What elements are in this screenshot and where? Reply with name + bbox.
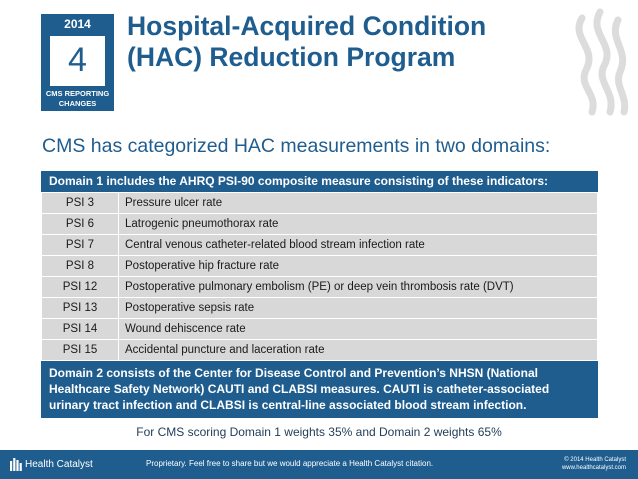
flame-decoration-icon	[568, 8, 630, 120]
copyright-text: © 2014 Health Catalyst	[564, 457, 626, 463]
indicator-code: PSI 13	[42, 298, 119, 319]
indicator-code: PSI 8	[42, 256, 119, 277]
footer-bar	[0, 450, 638, 479]
domains-panel	[41, 171, 598, 418]
indicator-table	[41, 192, 598, 361]
indicator-code: PSI 6	[42, 214, 119, 235]
indicator-description: Latrogenic pneumothorax rate	[119, 214, 598, 235]
indicator-code: PSI 12	[42, 277, 119, 298]
table-row	[42, 340, 598, 361]
slide-title-line2: (HAC) Reduction Program	[127, 42, 456, 72]
slide-title-line1: Hospital-Acquired Condition	[127, 11, 487, 41]
table-row	[42, 256, 598, 277]
table-row	[42, 298, 598, 319]
logo-text: Health Catalyst	[25, 459, 93, 470]
indicator-description: Postoperative hip fracture rate	[119, 256, 598, 277]
table-row	[42, 319, 598, 340]
scoring-note-text: For CMS scoring Domain 1 weights 35% and Domain 2 weights 65%	[136, 425, 502, 439]
indicator-code: PSI 7	[42, 235, 119, 256]
indicator-description: Postoperative pulmonary embolism (PE) or deep vein thrombosis rate (DVT)	[119, 277, 598, 298]
badge-caption	[41, 89, 114, 109]
badge-number: 4	[68, 41, 87, 79]
slide-title	[127, 11, 486, 73]
health-catalyst-logo-icon	[10, 458, 22, 471]
domain2-description: Domain 2 consists of the Center for Disease Control and Prevention’s NHSN (National Healthcare Safety Network) CAUTI and CLABSI measures. CAUTI is catheter-associated urinary tract infection and CLABSI is central-line associated blood stream infection.	[41, 361, 598, 418]
badge-number-box	[50, 36, 105, 86]
website-text: www.healthcatalyst.com	[561, 465, 626, 471]
domain1-heading: Domain 1 includes the AHRQ PSI-90 composite measure consisting of these indicators:	[41, 171, 598, 192]
badge-year: 2014	[64, 17, 91, 31]
indicator-description: Pressure ulcer rate	[119, 193, 598, 214]
indicator-description: Wound dehiscence rate	[119, 319, 598, 340]
footer-copyright-block	[562, 456, 626, 472]
slide-subtitle: CMS has categorized HAC measurements in two domains:	[42, 135, 551, 157]
indicator-code: PSI 15	[42, 340, 119, 361]
scoring-note	[0, 425, 638, 439]
proprietary-notice: Proprietary. Feel free to share but we would appreciate a Health Catalyst citation.	[146, 459, 434, 468]
badge-caption-line2: CHANGES	[58, 99, 97, 108]
table-row	[42, 193, 598, 214]
table-row	[42, 214, 598, 235]
indicator-description: Postoperative sepsis rate	[119, 298, 598, 319]
indicator-description: Central venous catheter-related blood stream infection rate	[119, 235, 598, 256]
indicator-code: PSI 14	[42, 319, 119, 340]
health-catalyst-logo	[10, 458, 93, 471]
reporting-changes-badge	[41, 14, 114, 111]
indicator-code: PSI 3	[42, 193, 119, 214]
badge-caption-line1: CMS REPORTING	[45, 89, 110, 98]
table-row	[42, 277, 598, 298]
indicator-description: Accidental puncture and laceration rate	[119, 340, 598, 361]
table-row	[42, 235, 598, 256]
